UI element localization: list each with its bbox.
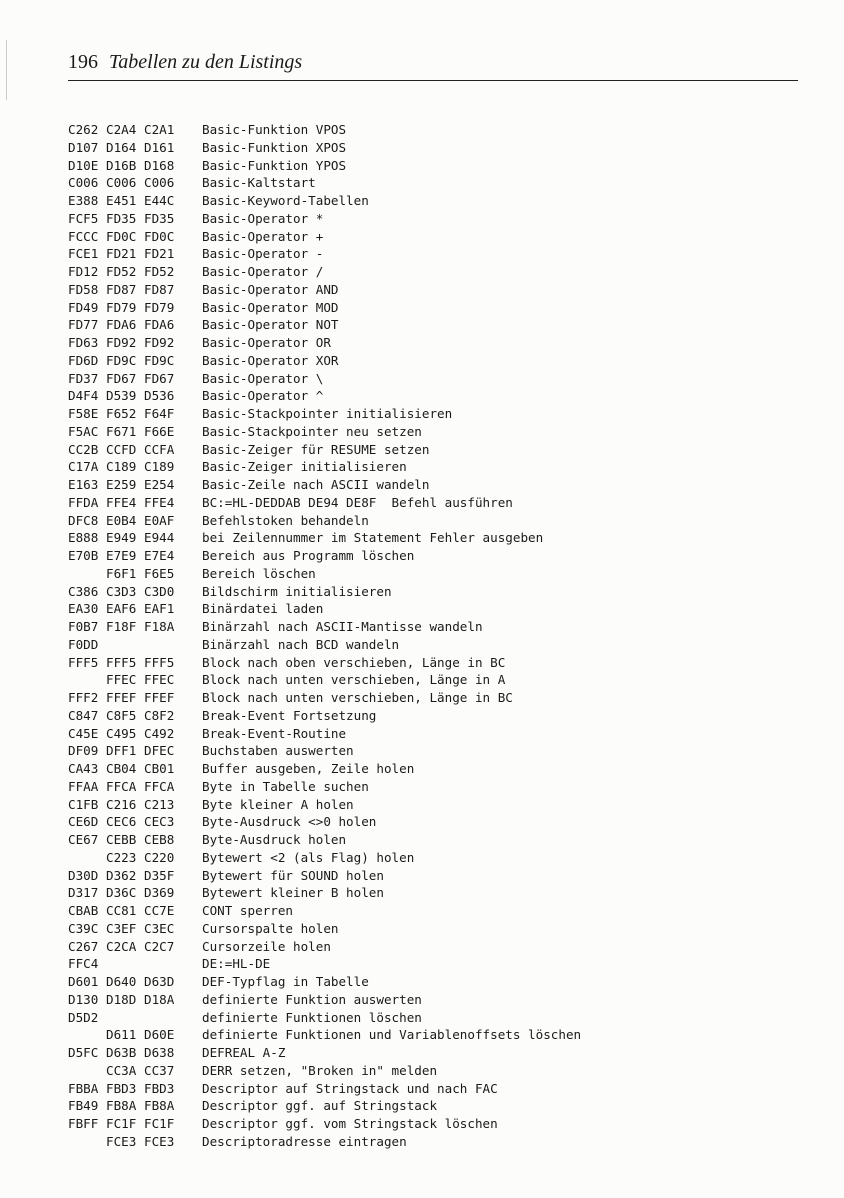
address-col-1: CBAB [68, 903, 99, 918]
page-header [68, 50, 798, 74]
address-col-2: D611 [106, 1027, 137, 1043]
address-col-2: D539 [106, 388, 137, 404]
address-col-3: F18A [144, 619, 175, 634]
address-col-3: C3D0 [144, 583, 175, 599]
address-col-3: FB8A [144, 1098, 175, 1114]
address-col-3: F64F [144, 406, 175, 421]
address-col-2: CB04 [106, 761, 137, 776]
address-col-3: FD0C [144, 228, 175, 244]
table-row [68, 689, 828, 707]
address-col-1: FBBA [68, 1080, 99, 1096]
table-row [68, 618, 828, 636]
description: Basic-Funktion XPOS [202, 139, 347, 155]
address-col-2: F18F [106, 619, 137, 634]
description: DE:=HL-DE [202, 956, 271, 972]
table-row [68, 583, 828, 601]
address-col-2: F652 [106, 406, 137, 421]
table-row [68, 192, 828, 210]
address-col-2: D362 [106, 867, 137, 883]
address-col-3: FCE3 [144, 1133, 175, 1149]
address-col-3: E254 [144, 477, 175, 492]
table-row [68, 174, 828, 192]
address-col-1: FD6D [68, 352, 99, 368]
description: Break-Event-Routine [202, 725, 347, 741]
address-col-1: F0B7 [68, 619, 99, 634]
table-row [68, 228, 828, 246]
table-row [68, 316, 828, 334]
address-col-3: EAF1 [144, 601, 175, 617]
address-col-3: D18A [144, 991, 175, 1007]
address-col-3: FD79 [144, 299, 175, 315]
description: Basic-Operator + [202, 228, 324, 244]
table-row [68, 636, 828, 654]
table-row [68, 654, 828, 672]
table-row [68, 387, 828, 405]
address-col-1: D317 [68, 885, 99, 901]
table-row [68, 1115, 828, 1133]
address-col-3: D168 [144, 157, 175, 173]
table-row [68, 139, 828, 157]
address-col-3: FFF5 [144, 654, 175, 670]
address-col-1: E163 [68, 477, 99, 492]
address-col-2: FD67 [106, 370, 137, 386]
description: Basic-Stackpointer neu setzen [202, 423, 422, 439]
description: Block nach unten verschieben, Länge in A [202, 672, 506, 688]
address-col-1: C45E [68, 725, 99, 741]
address-col-3: D161 [144, 139, 175, 155]
description: Descriptoradresse eintragen [202, 1133, 407, 1149]
address-col-3: C492 [144, 725, 175, 741]
address-col-1: CE67 [68, 832, 99, 847]
address-col-2: C3D3 [106, 583, 137, 599]
address-col-2: FD21 [106, 246, 137, 262]
description: Basic-Operator \ [202, 370, 324, 386]
description: Bereich aus Programm löschen [202, 548, 415, 563]
address-col-2: FB8A [106, 1098, 137, 1114]
description: Basic-Operator * [202, 210, 324, 226]
address-col-1: FFAA [68, 778, 99, 794]
address-col-3: C220 [144, 849, 175, 865]
scan-edge-mark [6, 40, 7, 100]
listing-table [68, 121, 828, 1151]
address-col-1: FD58 [68, 281, 99, 297]
description: Basic-Operator NOT [202, 317, 339, 333]
description: Basic-Operator MOD [202, 299, 339, 315]
address-col-2: FFCA [106, 778, 137, 794]
address-col-2: E0B4 [106, 512, 137, 528]
description: Byte in Tabelle suchen [202, 778, 369, 794]
address-col-2: C006 [106, 175, 137, 191]
address-col-2: CC3A [106, 1062, 137, 1078]
description: Binärzahl nach ASCII-Mantisse wandeln [202, 619, 483, 634]
description: Block nach unten verschieben, Länge in BC [202, 690, 513, 705]
address-col-1: FBFF [68, 1116, 99, 1131]
address-col-2: FFE4 [106, 494, 137, 510]
table-row [68, 263, 828, 281]
description: Basic-Stackpointer initialisieren [202, 406, 453, 421]
table-row [68, 884, 828, 902]
address-col-3: D536 [144, 388, 175, 404]
address-col-1: FD49 [68, 299, 99, 315]
description: Bytewert kleiner B holen [202, 885, 384, 901]
table-row [68, 565, 828, 583]
address-col-3: FD52 [144, 264, 175, 279]
table-row [68, 973, 828, 991]
address-col-3: CEC3 [144, 814, 175, 830]
table-row [68, 778, 828, 796]
address-col-2: F6F1 [106, 565, 137, 581]
address-col-3: FD92 [144, 335, 175, 350]
description: Binärzahl nach BCD wandeln [202, 636, 400, 652]
address-col-1: FD77 [68, 317, 99, 333]
address-col-1: D4F4 [68, 388, 99, 404]
address-col-2: FD0C [106, 228, 137, 244]
address-col-3: CC37 [144, 1062, 175, 1078]
description: DERR setzen, "Broken in" melden [202, 1062, 438, 1078]
description: Binärdatei laden [202, 601, 324, 617]
address-col-2: D640 [106, 974, 137, 989]
table-row [68, 813, 828, 831]
address-col-2: D16B [106, 157, 137, 173]
table-row [68, 458, 828, 476]
address-col-1: FD63 [68, 335, 99, 350]
table-row [68, 121, 828, 139]
table-row [68, 494, 828, 512]
description: Block nach oben verschieben, Länge in BC [202, 654, 506, 670]
table-row [68, 725, 828, 743]
address-col-1: C39C [68, 920, 99, 936]
address-col-2: C2CA [106, 938, 137, 954]
address-col-2: FBD3 [106, 1080, 137, 1096]
table-row [68, 405, 828, 423]
address-col-2: E259 [106, 477, 137, 492]
address-col-2: FD35 [106, 210, 137, 226]
description: Byte-Ausdruck <>0 holen [202, 814, 377, 830]
description: Basic-Keyword-Tabellen [202, 193, 369, 208]
address-col-2: E949 [106, 530, 137, 546]
address-col-2: D63B [106, 1045, 137, 1060]
address-col-1 [68, 1026, 106, 1044]
address-col-1: C006 [68, 175, 99, 191]
address-col-3: FDA6 [144, 317, 175, 333]
address-col-3: D60E [144, 1027, 175, 1043]
address-col-2: F671 [106, 423, 137, 439]
address-col-3: D35F [144, 867, 175, 883]
address-col-1: FCE1 [68, 246, 99, 262]
address-col-3: D638 [144, 1045, 175, 1060]
description: Buffer ausgeben, Zeile holen [202, 761, 415, 776]
table-row [68, 547, 828, 565]
table-row [68, 600, 828, 618]
table-row [68, 529, 828, 547]
description: bei Zeilennummer im Statement Fehler ausgeben [202, 530, 544, 546]
page-number: 196 [68, 51, 98, 73]
table-row [68, 955, 828, 973]
address-col-2: FD9C [106, 352, 137, 368]
address-col-1: F58E [68, 406, 99, 421]
address-col-3: FD21 [144, 246, 175, 262]
description: DEFREAL A-Z [202, 1045, 286, 1060]
address-col-3: C189 [144, 459, 175, 475]
table-row [68, 512, 828, 530]
address-col-3: C2A1 [144, 122, 175, 137]
description: definierte Funktionen und Variablenoffsets löschen [202, 1027, 582, 1043]
address-col-1: DFC8 [68, 512, 99, 528]
description: Basic-Operator - [202, 246, 324, 262]
table-row [68, 707, 828, 725]
address-col-3 [144, 955, 202, 973]
address-col-2: FDA6 [106, 317, 137, 333]
address-col-1: C17A [68, 459, 99, 475]
table-row [68, 760, 828, 778]
address-col-2 [106, 955, 144, 973]
address-col-1: FFF2 [68, 690, 99, 705]
address-col-1 [68, 565, 106, 583]
description: Befehlstoken behandeln [202, 512, 369, 528]
table-row [68, 1009, 828, 1027]
table-row [68, 849, 828, 867]
address-col-2: DFF1 [106, 743, 137, 759]
description: Bytewert <2 (als Flag) holen [202, 849, 415, 865]
address-col-3: D63D [144, 974, 175, 989]
address-col-3: E944 [144, 530, 175, 546]
address-col-1: FCF5 [68, 210, 99, 226]
address-col-2: FCE3 [106, 1133, 137, 1149]
address-col-1: C847 [68, 707, 99, 723]
description: Basic-Zeile nach ASCII wandeln [202, 477, 430, 492]
address-col-1: FCCC [68, 228, 99, 244]
description: Basic-Kaltstart [202, 175, 316, 191]
address-col-1: D5D2 [68, 1009, 99, 1025]
table-row [68, 281, 828, 299]
address-col-3: FD87 [144, 281, 175, 297]
description: definierte Funktionen löschen [202, 1009, 422, 1025]
address-col-1: D130 [68, 991, 99, 1007]
address-col-2: FFF5 [106, 654, 137, 670]
address-col-1: E388 [68, 193, 99, 208]
address-col-2: D164 [106, 139, 137, 155]
address-col-2: FD79 [106, 299, 137, 315]
address-col-1: C267 [68, 938, 99, 954]
address-col-3: D369 [144, 885, 175, 901]
description: Descriptor auf Stringstack und nach FAC [202, 1080, 498, 1096]
table-row [68, 867, 828, 885]
table-row [68, 423, 828, 441]
table-row [68, 742, 828, 760]
address-col-2: CEC6 [106, 814, 137, 830]
address-col-2: FD52 [106, 264, 137, 279]
address-col-2: C189 [106, 459, 137, 475]
address-col-3: C8F2 [144, 707, 175, 723]
address-col-2: FD87 [106, 281, 137, 297]
table-row [68, 299, 828, 317]
table-row [68, 210, 828, 228]
table-row [68, 157, 828, 175]
address-col-3 [144, 636, 202, 654]
description: DEF-Typflag in Tabelle [202, 974, 369, 989]
address-col-2: C495 [106, 725, 137, 741]
address-col-1: EA30 [68, 601, 99, 617]
address-col-2: FD92 [106, 335, 137, 350]
address-col-3: E44C [144, 193, 175, 208]
table-row [68, 370, 828, 388]
address-col-2: C3EF [106, 920, 137, 936]
address-col-1: D30D [68, 867, 99, 883]
address-col-1: FD12 [68, 264, 99, 279]
address-col-2 [106, 1009, 144, 1027]
address-col-3: FBD3 [144, 1080, 175, 1096]
address-col-2: CCFD [106, 441, 137, 457]
address-col-3: C213 [144, 796, 175, 812]
table-row [68, 245, 828, 263]
description: Byte-Ausdruck holen [202, 832, 347, 847]
table-row [68, 938, 828, 956]
address-col-1: CA43 [68, 761, 99, 776]
table-row [68, 831, 828, 849]
address-col-1 [68, 849, 106, 867]
address-col-1 [68, 671, 106, 689]
address-col-3: E0AF [144, 512, 175, 528]
description: Buchstaben auswerten [202, 743, 354, 759]
address-col-2: C8F5 [106, 707, 137, 723]
address-col-1: C386 [68, 583, 99, 599]
address-col-3 [144, 1009, 202, 1027]
address-col-3: FC1F [144, 1116, 175, 1131]
address-col-1: D10E [68, 157, 99, 173]
description: Byte kleiner A holen [202, 796, 354, 812]
address-col-3: CB01 [144, 761, 175, 776]
address-col-3: C006 [144, 175, 175, 191]
address-col-1: D5FC [68, 1045, 99, 1060]
address-col-1 [68, 1133, 106, 1151]
description: Cursorzeile holen [202, 938, 331, 954]
table-row [68, 352, 828, 370]
address-col-2: D36C [106, 885, 137, 901]
description: Basic-Operator / [202, 264, 324, 279]
address-col-2: E451 [106, 193, 137, 208]
address-col-3: F66E [144, 423, 175, 439]
address-col-1: C1FB [68, 796, 99, 812]
address-col-2: FC1F [106, 1116, 137, 1131]
table-row [68, 671, 828, 689]
address-col-2: FFEC [106, 672, 137, 688]
table-row [68, 334, 828, 352]
table-row [68, 441, 828, 459]
address-col-2: C2A4 [106, 122, 137, 137]
description: Descriptor ggf. auf Stringstack [202, 1098, 438, 1114]
address-col-1: F0DD [68, 636, 99, 652]
table-row [68, 1133, 828, 1151]
address-col-3: FD67 [144, 370, 175, 386]
address-col-3: FFE4 [144, 494, 175, 510]
page-title: Tabellen zu den Listings [109, 51, 303, 73]
description: Basic-Zeiger für RESUME setzen [202, 441, 430, 457]
address-col-2: C216 [106, 796, 137, 812]
address-col-1: CC2B [68, 441, 99, 457]
address-col-1: FFF5 [68, 654, 99, 670]
address-col-3: DFEC [144, 743, 175, 759]
address-col-1: C262 [68, 122, 99, 137]
description: Basic-Operator ^ [202, 388, 324, 404]
table-row [68, 1097, 828, 1115]
table-row [68, 991, 828, 1009]
description: Cursorspalte holen [202, 920, 339, 936]
address-col-3: FD9C [144, 352, 175, 368]
address-col-3: F6E5 [144, 565, 175, 581]
address-col-1: E70B [68, 548, 99, 563]
description: Basic-Operator XOR [202, 352, 339, 368]
address-col-3: FFEC [144, 672, 175, 688]
table-row [68, 1062, 828, 1080]
address-col-1: E888 [68, 530, 99, 546]
table-row [68, 920, 828, 938]
table-row [68, 1080, 828, 1098]
description: CONT sperren [202, 903, 293, 918]
address-col-1: DF09 [68, 743, 99, 759]
address-col-1: FB49 [68, 1098, 99, 1114]
address-col-1: CE6D [68, 814, 99, 830]
address-col-3: C2C7 [144, 938, 175, 954]
address-col-3: FFEF [144, 690, 175, 705]
address-col-1: F5AC [68, 423, 99, 439]
address-col-3: CCFA [144, 441, 175, 457]
description: BC:=HL-DEDDAB DE94 DE8F Befehl ausführen [202, 494, 513, 510]
address-col-1: D601 [68, 974, 99, 989]
address-col-3: FD35 [144, 210, 175, 226]
table-row [68, 902, 828, 920]
address-col-1: FFC4 [68, 956, 99, 972]
address-col-1: FFDA [68, 494, 99, 510]
table-row [68, 796, 828, 814]
description: definierte Funktion auswerten [202, 991, 422, 1007]
address-col-2: C223 [106, 849, 137, 865]
address-col-3: E7E4 [144, 548, 175, 563]
table-row [68, 1044, 828, 1062]
address-col-2: CEBB [106, 832, 137, 847]
description: Bytewert für SOUND holen [202, 867, 384, 883]
table-row [68, 476, 828, 494]
address-col-2: D18D [106, 991, 137, 1007]
description: Bereich löschen [202, 565, 316, 581]
description: Basic-Funktion YPOS [202, 157, 347, 173]
address-col-2: EAF6 [106, 601, 137, 617]
description: Basic-Operator AND [202, 281, 339, 297]
description: Basic-Funktion VPOS [202, 122, 347, 137]
address-col-1: FD37 [68, 370, 99, 386]
address-col-2 [106, 636, 144, 654]
description: Break-Event Fortsetzung [202, 707, 377, 723]
description: Basic-Zeiger initialisieren [202, 459, 407, 475]
description: Descriptor ggf. vom Stringstack löschen [202, 1116, 498, 1131]
address-col-1: D107 [68, 139, 99, 155]
address-col-3: FFCA [144, 778, 175, 794]
address-col-2: E7E9 [106, 548, 137, 563]
address-col-3: C3EC [144, 920, 175, 936]
address-col-3: CEB8 [144, 832, 175, 847]
address-col-1 [68, 1062, 106, 1080]
address-col-2: FFEF [106, 690, 137, 705]
table-row [68, 1026, 828, 1044]
description: Basic-Operator OR [202, 335, 331, 350]
address-col-2: CC81 [106, 903, 137, 918]
address-col-3: CC7E [144, 903, 175, 918]
header-rule [68, 80, 798, 81]
description: Bildschirm initialisieren [202, 583, 392, 599]
